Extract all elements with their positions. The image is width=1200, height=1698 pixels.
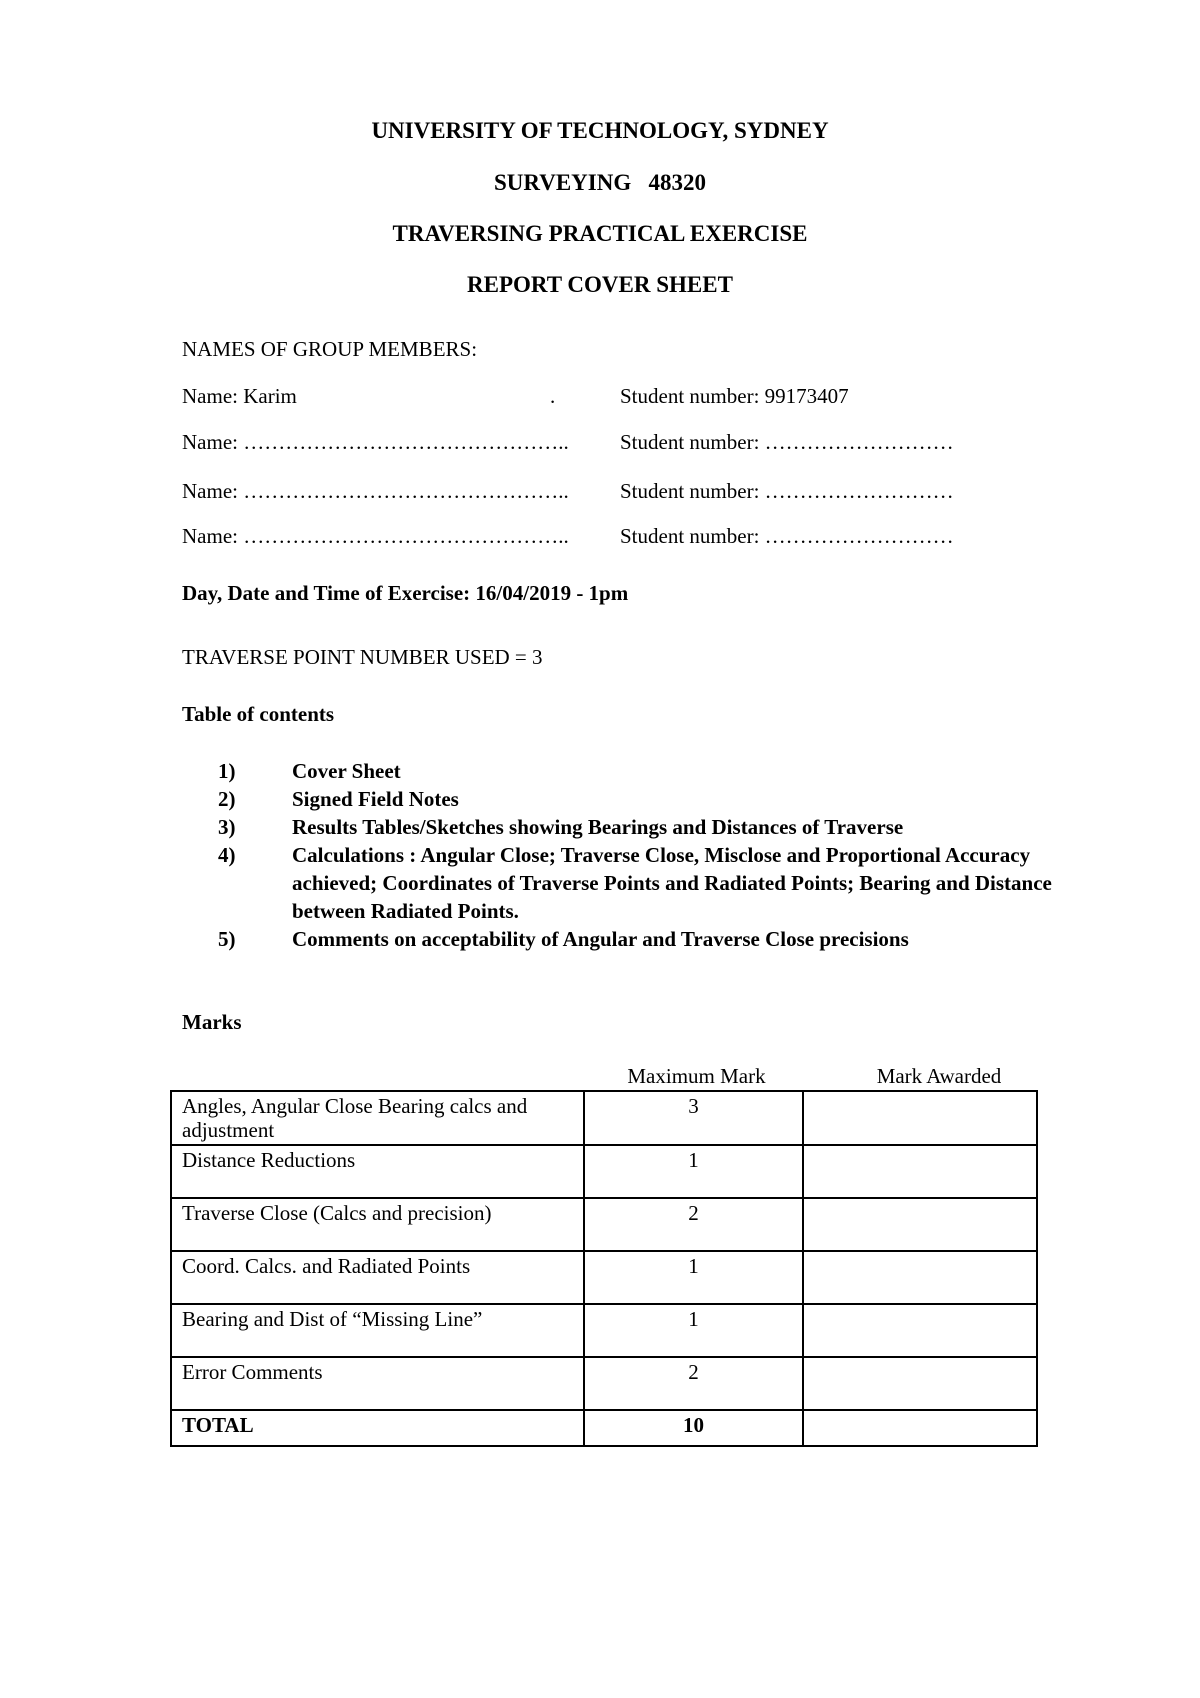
marks-item-cell: Error Comments <box>171 1357 584 1410</box>
table-row <box>171 1304 1037 1357</box>
mark-awarded-header: Mark Awarded <box>876 1064 1002 1088</box>
toc-item-number: 4) <box>218 843 236 867</box>
toc-item-number: 1) <box>218 759 236 783</box>
mark-awarded-cell[interactable] <box>803 1304 1037 1357</box>
university-title: UNIVERSITY OF TECHNOLOGY, SYDNEY <box>371 118 829 143</box>
mark-awarded-cell[interactable] <box>803 1357 1037 1410</box>
marks-title: Marks <box>182 1010 242 1034</box>
table-row <box>171 1091 1037 1145</box>
sheet-title: REPORT COVER SHEET <box>467 272 733 297</box>
total-label-cell: TOTAL <box>171 1410 584 1446</box>
mark-awarded-cell[interactable] <box>803 1091 1037 1145</box>
mark-awarded-cell[interactable] <box>803 1145 1037 1198</box>
toc-item-text: Signed Field Notes <box>292 787 459 811</box>
mark-awarded-cell[interactable] <box>803 1198 1037 1251</box>
group-members-label: NAMES OF GROUP MEMBERS: <box>182 337 478 361</box>
max-mark-cell: 1 <box>584 1145 803 1198</box>
member-student-number: Student number: ……………………… <box>620 430 954 454</box>
toc-item-text: Comments on acceptability of Angular and Traverse Close precisions <box>292 927 909 951</box>
marks-item-cell: Angles, Angular Close Bearing calcs and adjustment <box>171 1091 584 1145</box>
member-separator: . <box>550 384 556 408</box>
marks-table <box>170 1090 1038 1447</box>
toc-item-text: Cover Sheet <box>292 759 401 783</box>
marks-item-cell: Coord. Calcs. and Radiated Points <box>171 1251 584 1304</box>
mark-awarded-cell[interactable] <box>803 1251 1037 1304</box>
table-row <box>171 1251 1037 1304</box>
member-student-number: Student number: ……………………… <box>620 479 954 503</box>
toc-item-text: Calculations : Angular Close; Traverse Close, Misclose and Proportional Accuracy achieved; Coordinates of Traverse Points and Radiated Points; Bearing and Distance between Radiated Points. <box>292 843 1052 923</box>
toc-title: Table of contents <box>182 702 335 726</box>
total-row <box>171 1410 1037 1446</box>
exercise-date-line: Day, Date and Time of Exercise: 16/04/2019 - 1pm <box>182 581 629 605</box>
total-awarded-cell[interactable] <box>803 1410 1037 1446</box>
exercise-title: TRAVERSING PRACTICAL EXERCISE <box>392 221 808 246</box>
member-student-number: Student number: ……………………… <box>620 524 954 548</box>
toc-item-number: 2) <box>218 787 236 811</box>
max-mark-cell: 3 <box>584 1091 803 1145</box>
member-name: Name: ……………………………………….. <box>182 524 569 548</box>
toc-item-number: 5) <box>218 927 236 951</box>
total-max-cell: 10 <box>584 1410 803 1446</box>
max-mark-cell: 1 <box>584 1251 803 1304</box>
member-name: Name: ……………………………………….. <box>182 430 569 454</box>
table-row <box>171 1198 1037 1251</box>
subject-title: SURVEYING 48320 <box>494 170 706 195</box>
member-name: Name: ……………………………………….. <box>182 479 569 503</box>
member-student-number: Student number: 99173407 <box>620 384 849 408</box>
max-mark-cell: 2 <box>584 1357 803 1410</box>
table-row <box>171 1145 1037 1198</box>
marks-item-cell: Bearing and Dist of “Missing Line” <box>171 1304 584 1357</box>
traverse-point-line <box>182 645 543 670</box>
marks-item-cell: Traverse Close (Calcs and precision) <box>171 1198 584 1251</box>
max-mark-header: Maximum Mark <box>627 1064 766 1088</box>
toc-item-text: Results Tables/Sketches showing Bearings and Distances of Traverse <box>292 815 904 839</box>
traverse-point-text: TRAVERSE POINT NUMBER USED = 3 <box>182 645 543 669</box>
max-mark-cell: 2 <box>584 1198 803 1251</box>
toc-item-number: 3) <box>218 815 236 839</box>
marks-item-cell: Distance Reductions <box>171 1145 584 1198</box>
table-row <box>171 1357 1037 1410</box>
member-name: Name: Karim <box>182 384 297 408</box>
max-mark-cell: 1 <box>584 1304 803 1357</box>
